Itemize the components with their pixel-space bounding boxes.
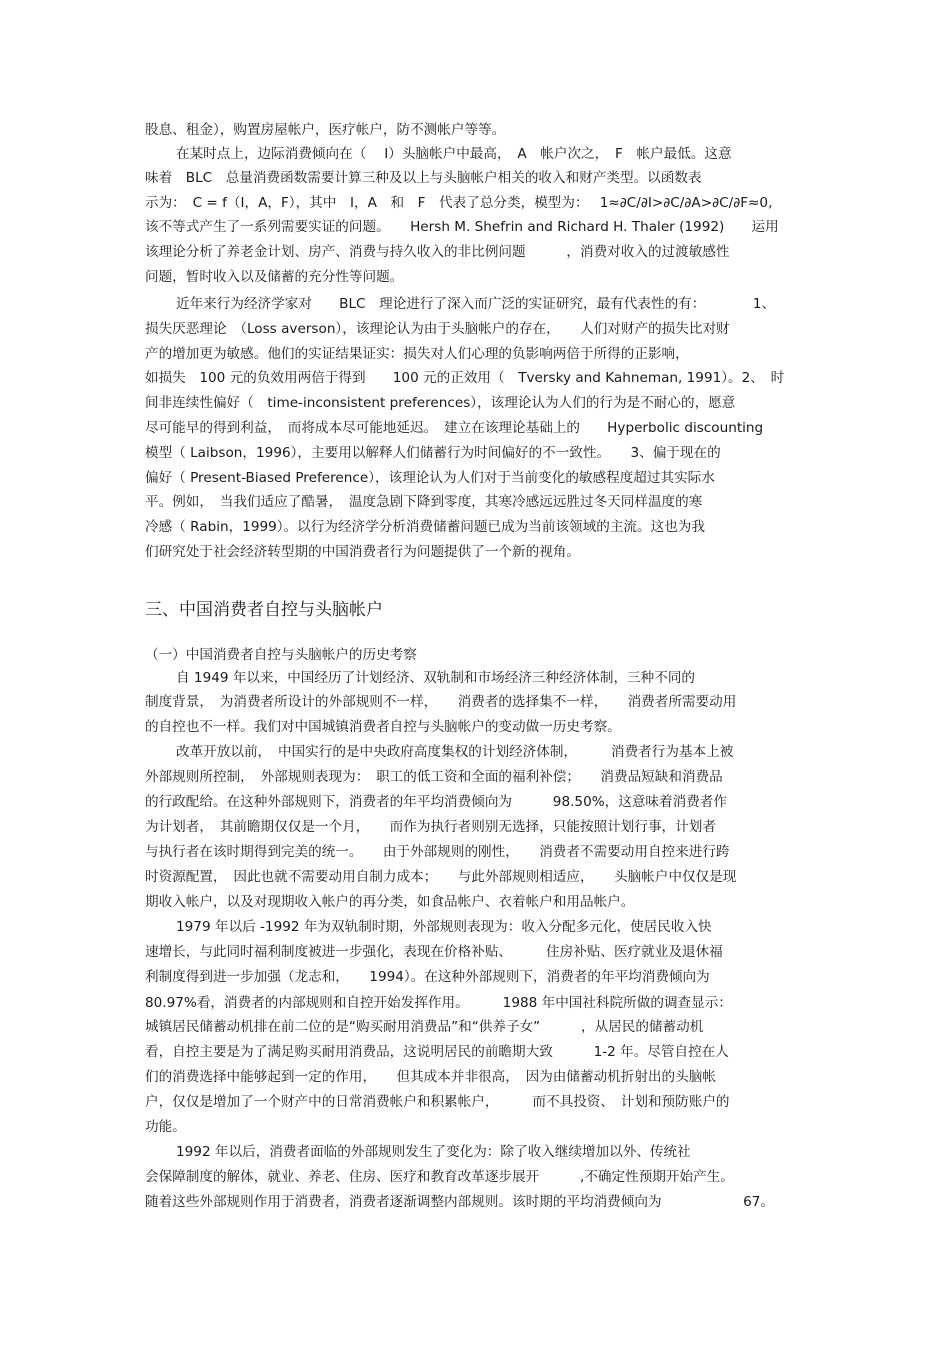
text-line: 期收入帐户，以及对现期收入帐户的再分类，如食品帐户、衣着帐户和用品帐户。: [145, 894, 635, 910]
text-line: 制度背景， 为消费者所设计的外部规则不一样， 消费者的选择集不一样， 消费者所需要动用: [145, 694, 737, 710]
text-line: 冷感（ Rabin，1999）。以行为经济学分析消费储蓄问题已成为当前该领域的主流。这也为我: [145, 519, 705, 535]
text-line: 平。例如， 当我们适应了酷暑， 温度急剧下降到零度，其寒冷感远远胜过冬天同样温度的寒: [145, 494, 703, 510]
text-line: 该理论分析了养老金计划、房产、消费与持久收入的非比例问题 ，消费对收入的过渡敏感性: [145, 244, 730, 260]
text-line: 如损失 100 元的负效用两倍于得到 100 元的正效用（ Tversky and Kahneman, 1991）。2、 时: [145, 370, 785, 386]
text-line: 1992 年以后，消费者面临的外部规则发生了变化为：除了收入继续增加以外、传统社: [176, 1144, 691, 1160]
text-line: 尽可能早的得到利益， 而将成本尽可能地延迟。 建立在该理论基础上的 Hyperbolic discounting: [145, 420, 764, 436]
text-line: 利制度得到进一步加强（龙志和， 1994）。在这种外部规则下，消费者的年平均消费倾向为: [145, 969, 710, 985]
text-line: 的自控也不一样。我们对中国城镇消费者自控与头脑帐户的变动做一历史考察。: [145, 719, 621, 735]
text-line: 1979 年以后 -1992 年为双轨制时期，外部规则表现为：收入分配多元化，使居民收入快: [176, 919, 712, 935]
text-line: 外部规则所控制， 外部规则表现为： 职工的低工资和全面的福利补偿； 消费品短缺和消费品: [145, 769, 723, 785]
text-line: 为计划者， 其前瞻期仅仅是一个月， 而作为执行者则别无选择，只能按照计划行事，计划者: [145, 819, 716, 835]
text-line: 80.97%看，消费者的内部规则和自控开始发挥作用。 1988 年中国社科院所做的调查显示：: [145, 995, 732, 1011]
text-line: 会保障制度的解体，就业、养老、住房、医疗和教育改革逐步展开 ,不确定性预期开始产生。: [145, 1169, 734, 1185]
text-line: 们研究处于社会经济转型期的中国消费者行为问题提供了一个新的视角。: [145, 544, 580, 560]
text-line: 损失厌恶理论 （Loss averson），该理论认为由于头脑帐户的存在， 人们对财产的损失比对财: [145, 321, 730, 337]
text-line: 们的消费选择中能够起到一定的作用， 但其成本并非很高， 因为由储蓄动机折射出的头脑帐: [145, 1069, 716, 1085]
text-line: 产的增加更为敏感。他们的实证结果证实：损失对人们心理的负影响两倍于所得的正影响，: [145, 346, 689, 362]
text-line: 模型（ Laibson，1996），主要用以解释人们储蓄行为时间偏好的不一致性。 3、偏于现在的: [145, 445, 721, 461]
text-line: 户，仅仅是增加了一个财产中的日常消费帐户和积累帐户， 而不具投资、 计划和预防账户的: [145, 1094, 730, 1110]
section-heading: 三、中国消费者自控与头脑帐户: [145, 600, 383, 620]
text-line: 味着 BLC 总量消费函数需要计算三种及以上与头脑帐户相关的收入和财产类型。以函数表: [145, 170, 702, 186]
text-line: 功能。: [145, 1119, 186, 1135]
subsection-heading: （一）中国消费者自控与头脑帐户的历史考察: [145, 647, 417, 663]
text-line: 时资源配置， 因此也就不需要动用自制力成本； 与此外部规则相适应， 头脑帐户中仅仅是现: [145, 869, 737, 885]
text-line: 间非连续性偏好（ time-inconsistent preferences），该理论认为人们的行为是不耐心的，愿意: [145, 395, 736, 411]
text-line: 的行政配给。在这种外部规则下，消费者的年平均消费倾向为 98.50%，这意味着消费者作: [145, 794, 727, 810]
text-line: 该不等式产生了一系列需要实证的问题。 Hersh M. Shefrin and Richard H. Thaler (1992) 运用: [145, 219, 779, 235]
text-line: 随着这些外部规则作用于消费者，消费者逐渐调整内部规则。该时期的平均消费倾向为 67。: [145, 1194, 775, 1210]
text-line: 自 1949 年以来，中国经历了计划经济、双轨制和市场经济三种经济体制，三种不同的: [176, 670, 696, 686]
text-line: 在某时点上，边际消费倾向在（ I）头脑帐户中最高， A 帐户次之， F 帐户最低。这意: [176, 146, 732, 162]
text-line: 示为： C = f（I，A，F），其中 I，A 和 F 代表了总分类，模型为： 1≈∂C/∂I>∂C/∂A>∂C/∂F≈0,: [145, 195, 773, 211]
text-line: 与执行者在该时期得到完美的统一。 由于外部规则的刚性， 消费者不需要动用自控来进行跨: [145, 844, 730, 860]
text-line: 速增长，与此同时福利制度被进一步强化，表现在价格补贴、 住房补贴、医疗就业及退休福: [145, 944, 723, 960]
text-line: 股息、租金），购置房屋帐户，医疗帐户，防不测帐户等等。: [145, 122, 506, 138]
text-line: 改革开放以前， 中国实行的是中央政府高度集权的计划经济体制， 消费者行为基本上被: [176, 744, 734, 760]
text-line: 偏好（ Present-Biased Preference），该理论认为人们对于当前变化的敏感程度超过其实际水: [145, 470, 715, 486]
text-line: 近年来行为经济学家对 BLC 理论进行了深入而广泛的实证研究，最有代表性的有： 1、: [176, 296, 776, 312]
text-line: 城镇居民储蓄动机排在前二位的是“购买耐用消费品”和“供养子女” ，从居民的储蓄动机: [145, 1019, 704, 1035]
text-line: 问题，暂时收入以及储蓄的充分性等问题。: [145, 269, 404, 285]
text-line: 看，自控主要是为了满足购买耐用消费品，这说明居民的前瞻期大致 1-2 年。尽管自控在人: [145, 1044, 729, 1060]
